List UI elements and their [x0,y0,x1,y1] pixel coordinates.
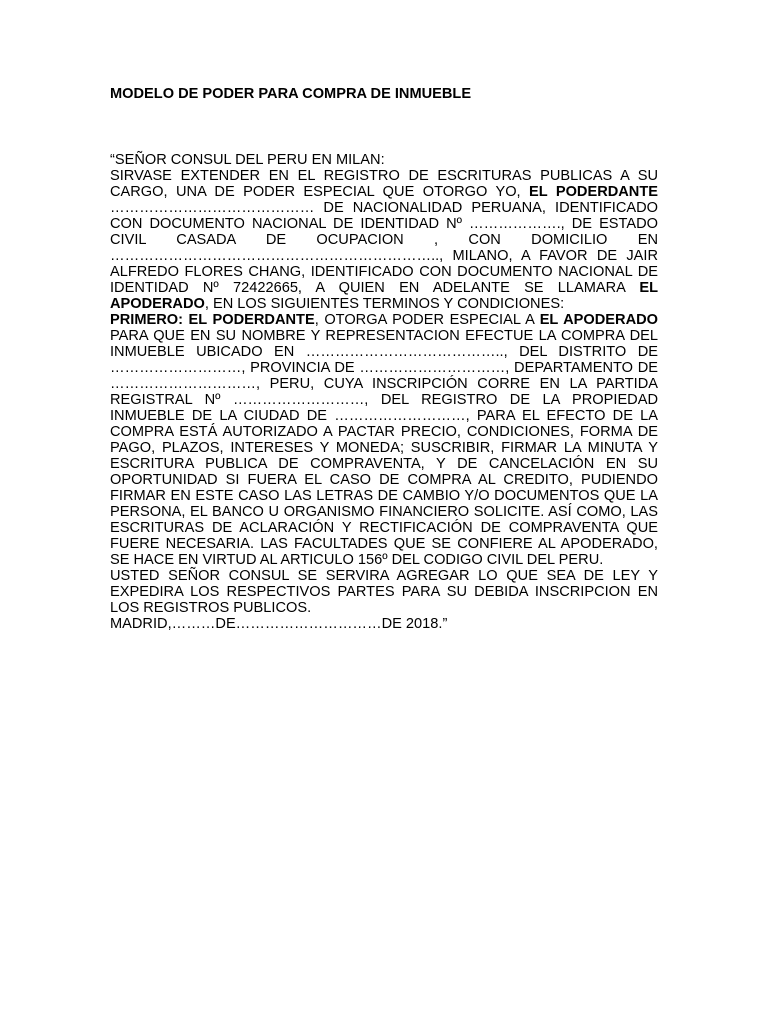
apoderado-bold: EL APODERADO [110,280,658,312]
closing-date-line: MADRID,………DE…………………………DE 2018.” [110,616,448,632]
primero-heading-bold: PRIMERO: EL PODERDANTE [110,312,315,328]
paragraph-request-text-a: SIRVASE EXTENDER EN EL REGISTRO DE ESCRITURAS PUBLICAS A SU CARGO, UNA DE PODER ESPECIAL QUE OTORGO YO, [110,168,658,200]
salutation: “SEÑOR CONSUL DEL PERU EN MILAN: [110,152,385,168]
paragraph-request-text-e: , EN LOS SIGUIENTES TERMINOS Y CONDICIONES: [204,296,565,312]
paragraph-request [110,168,658,312]
paragraph-primero-text-d: PARA QUE EN SU NOMBRE Y REPRESENTACION EFECTUE LA COMPRA DEL INMUEBLE UBICADO EN ………………………………….., DEL DISTRITO DE ………………………, PROVINCIA DE …………………………, DEPARTAMENTO DE …………………………, PERU, CUYA INSCRIPCIÓN CORRE EN LA PARTIDA REGISTRAL Nº ………………………, DEL REGISTRO DE LA PROPIEDAD INMUEBLE DE LA CIUDAD DE ………………………, PARA EL EFECTO DE LA COMPRA ESTÁ AUTORIZADO A PACTAR PRECIO, CONDICIONES, FORMA DE PAGO, PLAZOS, INTERESES Y MONEDA; SUSCRIBIR, FIRMAR LA MINUTA Y ESCRITURA PUBLICA DE COMPRAVENTA, Y DE CANCELACIÓN EN SU OPORTUNIDAD SI FUERA EL CASO DE COMPRA AL CREDITO, PUDIENDO FIRMAR EN ESTE CASO LAS LETRAS DE CAMBIO Y/O DOCUMENTOS QUE LA PERSONA, EL BANCO U ORGANISMO FINANCIERO SOLICITE. ASÍ COMO, LAS ESCRITURAS DE ACLARACIÓN Y RECTIFICACIÓN DE COMPRAVENTA QUE FUERE NECESARIA. LAS FACULTADES QUE SE CONFIERE AL APODERADO, SE HACE EN VIRTUD AL ARTICULO 156º DEL CODIGO CIVIL DEL PERU. [110,328,658,568]
paragraph-primero-text-b: , OTORGA PODER ESPECIAL A [314,312,540,328]
poderdante-bold: EL PODERDANTE [529,184,658,200]
paragraph-consul-request: USTED SEÑOR CONSUL SE SERVIRA AGREGAR LO QUE SEA DE LEY Y EXPEDIRA LOS RESPECTIVOS PARTES PARA SU DEBIDA INSCRIPCION EN LOS REGISTROS PUBLICOS. [110,568,658,616]
document-page [110,86,658,632]
paragraph-request-text-c: …………………………………… DE NACIONALIDAD PERUANA, IDENTIFICADO CON DOCUMENTO NACIONAL DE IDENTIDAD Nº ………………., DE ESTADO CIVIL CASADA DE OCUPACION , CON DOMICILIO EN ………………………………………………………….., MILANO, A FAVOR DE JAIR ALFREDO FLORES CHANG, IDENTIFICADO CON DOCUMENTO NACIONAL DE IDENTIDAD Nº 72422665, A QUIEN EN ADELANTE SE LLAMARA [110,200,658,296]
paragraph-primero [110,312,658,568]
document-title: MODELO DE PODER PARA COMPRA DE INMUEBLE [110,86,472,102]
apoderado-bold-2: EL APODERADO [539,312,658,328]
